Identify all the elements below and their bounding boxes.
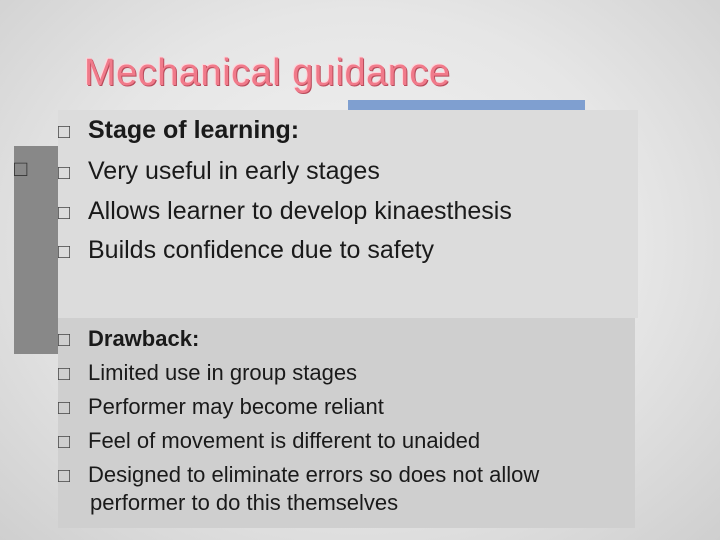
list-item [58, 360, 357, 387]
list-item [58, 326, 199, 353]
bullet-icon: □ [58, 329, 71, 351]
list-item-continuation: performer to do this themselves [90, 490, 399, 515]
bullet-icon: □ [58, 465, 71, 487]
list-item-text: Very useful in early stages [88, 157, 380, 185]
list-item [58, 157, 380, 187]
list-item-text: Performer may become reliant [88, 394, 384, 419]
list-item-text: Feel of movement is different to unaided [88, 428, 481, 453]
stage-heading: Stage of learning: [88, 116, 300, 144]
list-item-text: Builds confidence due to safety [88, 236, 435, 264]
list-item [58, 236, 434, 266]
list-item [58, 462, 539, 489]
list-item-text: Designed to eliminate errors so does not allow [88, 462, 540, 487]
bullet-icon: □ [58, 363, 71, 385]
drawback-heading: Drawback: [88, 326, 200, 351]
list-item [58, 428, 480, 455]
bullet-icon: □ [58, 241, 71, 263]
list-item-text: Allows learner to develop kinaesthesis [88, 197, 512, 225]
bullet-icon: □ [58, 431, 71, 453]
slide-title: Mechanical guidance [84, 52, 451, 94]
bullet-icon: □ [58, 202, 71, 224]
bullet-icon: □ [58, 397, 71, 419]
bullet-icon: □ [58, 121, 71, 143]
bullet-icon: □ [58, 162, 71, 184]
list-item-text: Limited use in group stages [88, 360, 358, 385]
hidden-bullet-icon: □ [14, 156, 28, 181]
list-item [58, 197, 512, 227]
list-item [58, 394, 384, 421]
list-item [58, 116, 299, 146]
